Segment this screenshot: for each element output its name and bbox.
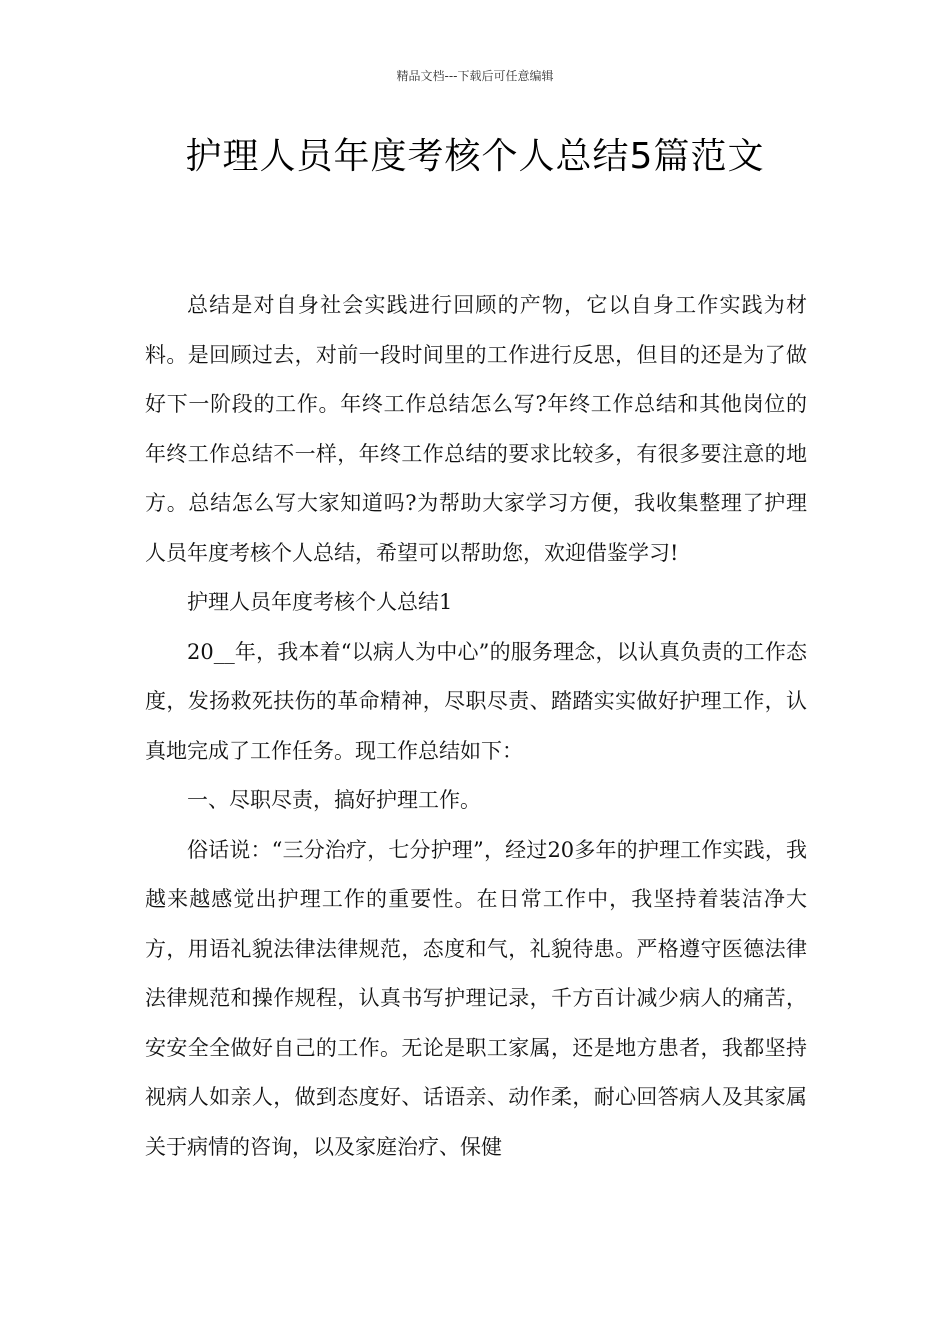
document-body bbox=[145, 281, 807, 1172]
subsection-heading-1: 一、尽职尽责，搞好护理工作。 bbox=[187, 788, 481, 812]
body-paragraph: 俗话说：“三分治疗，七分护理”，经过20多年的护理工作实践，我越来越感觉出护理工作的重要性。在日常工作中，我坚持着装洁净大方，用语礼貌法律法律规范，态度和气，礼貌待患。严格遵守医德法律法律规范和操作规程，认真书写护理记录，千方百计减少病人的痛苦，安安全全做好自己的工作。无论是职工家属，还是地方患者，我都坚持视病人如亲人，做到态度好、话语亲、动作柔，耐心回答病人及其家属关于病情的咨询，以及家庭治疗、保健 bbox=[145, 837, 807, 1159]
summary-paragraph: 20__年，我本着“以病人为中心”的服务理念，以认真负责的工作态度，发扬救死扶伤的革命精神，尽职尽责、踏踏实实做好护理工作，认真地完成了工作任务。现工作总结如下： bbox=[145, 639, 807, 763]
document-title: 护理人员年度考核个人总结5篇范文 bbox=[185, 136, 765, 177]
page-header: 精品文档---下载后可任意编辑 bbox=[396, 69, 554, 83]
section-heading-summary-1: 护理人员年度考核个人总结1 bbox=[187, 590, 453, 614]
intro-paragraph: 总结是对自身社会实践进行回顾的产物，它以自身工作实践为材料。是回顾过去，对前一段时间里的工作进行反思，但目的还是为了做好下一阶段的工作。年终工作总结怎么写?年终工作总结和其他岗位的年终工作总结不一样，年终工作总结的要求比较多，有很多要注意的地方。总结怎么写大家知道吗?为帮助大家学习方便，我收集整理了护理人员年度考核个人总结，希望可以帮助您，欢迎借鉴学习! bbox=[145, 293, 807, 565]
